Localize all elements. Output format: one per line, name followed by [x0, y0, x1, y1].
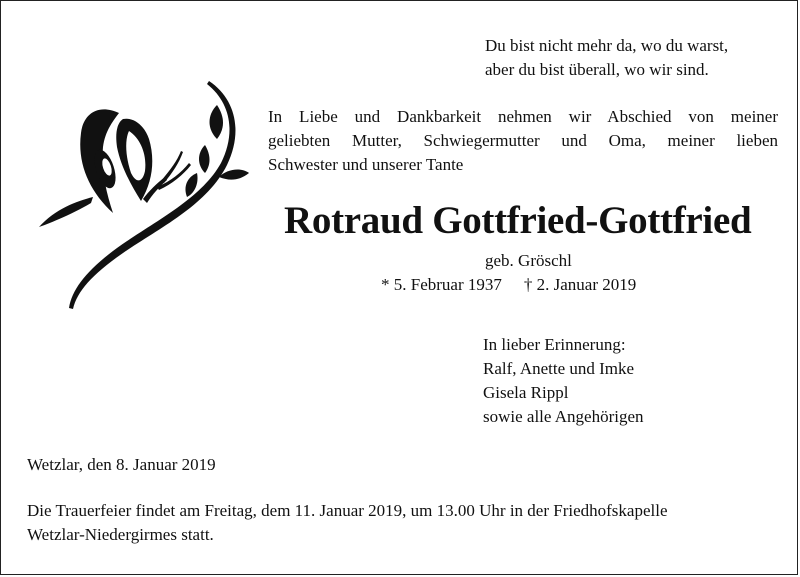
deceased-name: Rotraud Gottfried-Gottfried [284, 199, 752, 242]
funeral-line: Die Trauerfeier findet am Freitag, dem 11. Januar 2019, um 13.00 Uhr in der Friedhofskapelle [27, 501, 668, 520]
life-dates [381, 273, 636, 297]
intro-text [268, 105, 778, 177]
butterfly-icon [31, 77, 251, 313]
intro-line: Schwester und unserer Tante [268, 155, 464, 174]
mourner: Gisela Rippl [483, 383, 569, 402]
motto-line: aber du bist überall, wo wir sind. [485, 60, 709, 79]
death-date: † 2. Januar 2019 [523, 275, 637, 294]
birth-date: * 5. Februar 1937 [381, 275, 502, 294]
mourner: sowie alle Angehörigen [483, 407, 644, 426]
motto [485, 34, 728, 82]
intro-line: In Liebe und Dankbarkeit nehmen wir Abschied von meiner [268, 107, 778, 126]
place-date: Wetzlar, den 8. Januar 2019 [27, 455, 216, 474]
mourners-list [483, 333, 644, 429]
mourners-heading: In lieber Erinnerung: [483, 335, 626, 354]
funeral-line: Wetzlar-Niedergirmes statt. [27, 525, 214, 544]
intro-line: geliebten Mutter, Schwiegermutter und Oma, meiner lieben [268, 131, 778, 150]
funeral-info [27, 499, 779, 547]
motto-line: Du bist nicht mehr da, wo du warst, [485, 36, 729, 55]
birth-name: geb. Gröschl [485, 251, 572, 270]
mourner: Ralf, Anette und Imke [483, 359, 635, 378]
